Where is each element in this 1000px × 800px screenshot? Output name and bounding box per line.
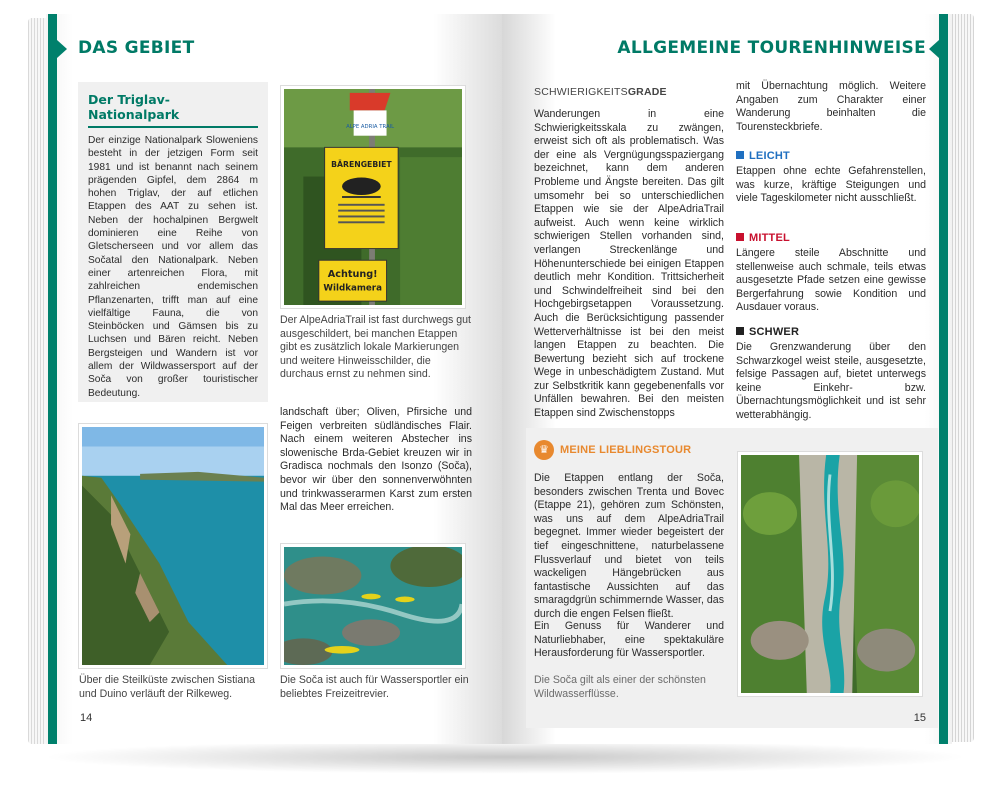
info-box-title: Der Triglav-Nationalpark	[88, 92, 258, 128]
bear-sign-photo	[281, 86, 465, 308]
right-page	[502, 14, 952, 744]
sign-bottom-line1: Achtung!	[327, 268, 378, 280]
level-easy-label	[736, 150, 926, 162]
favorite-tour-label: MEINE LIEBLINGSTOUR	[560, 444, 692, 456]
level-medium	[736, 232, 926, 315]
left-page-number: 14	[80, 712, 93, 724]
header-arrow-right	[929, 40, 939, 58]
level-hard-label-text: SCHWER	[749, 326, 800, 338]
left-body-text: landschaft über; Oliven, Pfirsiche und Feigen verbreiten südländisches Flair. Nach einem weiteren Abstecher ins slowenische Brda-Gebiet kreuzen wir in Gradisca nochmals den Isonzo (Soča), bevor wir über den sonnenverwöhnten und trinkwasserarmen Karst zum ersten Mal das Meer erreichen.	[280, 406, 472, 514]
level-hard	[736, 326, 926, 423]
difficulty-heading-light: SCHWIERIGKEITS	[534, 86, 628, 98]
left-green-stripe	[48, 14, 57, 744]
easy-marker-icon	[736, 151, 744, 159]
right-page-header: ALLGEMEINE TOURENHINWEISE	[617, 38, 926, 58]
book-shadow	[40, 740, 970, 774]
difficulty-heading	[534, 86, 667, 98]
level-hard-label	[736, 326, 926, 338]
coast-photo-caption: Über die Steilküste zwischen Sistiana und Duino verläuft der Rilkeweg.	[79, 674, 256, 700]
medium-marker-icon	[736, 233, 744, 241]
favorite-tour-text: Die Etappen entlang der Soča, besonders zwischen Trenta und Bovec (Etappe 21), gehören zum Schönsten, was uns auf dem AlpeAdriaTrail begegnet. Immer wieder begeistert der tief eingeschnittene, naturbelassene Flussverlauf und bietet von teils wackeligen Hängebrücken aus fantastische Aussichten auf das smaragdgrün schimmernde Wasser, das durch die engen Felsen fließt.	[534, 472, 724, 620]
sign-warning-text: BÄRENGEBIET	[331, 159, 392, 169]
kayak-photo	[281, 544, 465, 668]
difficulty-heading-bold: GRADE	[627, 86, 667, 98]
coast-photo	[79, 424, 267, 668]
triglav-info-box	[78, 82, 268, 402]
sign-bottom-line2: Wildkamera	[323, 283, 382, 294]
right-page-edges	[950, 14, 974, 742]
col2-intro-text: mit Übernachtung möglich. Weitere Angaben zum Charakter einer Wanderung beinhalten die Tourensteckbriefe.	[736, 80, 926, 133]
sign-photo-caption: Der AlpeAdriaTrail ist fast durchwegs gut ausgeschildert, bei manchen Etappen gibt es zusätzlich lokale Markierungen und weitere Hinweisschilder, die durchaus ernst zu nehmen sind.	[280, 314, 471, 381]
left-page-header: DAS GEBIET	[78, 38, 195, 58]
level-medium-label-text: MITTEL	[749, 232, 790, 244]
sign-top-label: ALPE ADRIA TRAIL	[346, 123, 395, 130]
gorge-photo-caption: Die Soča gilt als einer der schönsten Wildwasserflüsse.	[534, 674, 706, 700]
level-easy-label-text: LEICHT	[749, 150, 790, 162]
crown-icon: ♛	[534, 440, 554, 460]
left-page	[46, 14, 502, 744]
soca-gorge-photo	[738, 452, 922, 696]
difficulty-text: Wanderungen in eine Schwierigkeitsskala zu zwängen, erweist sich oft als problematisch. Was der eine als Vergnügungsspaziergang bezeichnet, kann dem anderen Probleme und Ängste bereiten. Das gilt umsomehr bei so unterschiedlichen Etappen wie sie der AlpeAdriaTrail aufweist. Auch wenn keine wirklich schwierigen Stellen vorhanden sind, verlangen Streckenlänge und Höhenunterschiede bei einigen Etappen deutlich mehr Kondition. Trittsicherheit und Schwindelfreiheit sind bei den Hochgebirgsetappen Voraussetzung. Auch die Berücksichtigung passender Wetterverhältnisse ist bei den meist langen Etappen zu beachten. Die Bewertung bezieht sich auf trockene Wege in unbeschädigtem Zustand. Mut zur Selbstkritik kann gegebenenfalls vor Unfällen bewahren. Bei den meisten Etappen sind Zwischenstopps	[534, 108, 724, 420]
kayak-photo-caption: Die Soča ist auch für Wassersportler ein beliebtes Freizeitrevier.	[280, 674, 469, 700]
right-green-stripe	[939, 14, 948, 744]
favorite-tour-heading	[534, 440, 691, 460]
level-hard-text: Die Grenzwanderung über den Schwarzkogel weist steile, ausgesetzte, felsige Passagen auf, bietet unterwegs keine Einkehr- bzw. Übernachtungsmöglichkeit und ist sehr wetterabhängig.	[736, 341, 926, 421]
level-medium-label	[736, 232, 926, 244]
header-arrow-left	[57, 40, 67, 58]
hard-marker-icon	[736, 327, 744, 335]
level-easy-text: Etappen ohne echte Gefahrenstellen, was kurze, kräftige Steigungen und viele Tageskilometer nicht ausschließt.	[736, 165, 926, 205]
level-easy	[736, 150, 926, 206]
favorite-tour-text-2: Ein Genuss für Wanderer und Naturliebhaber, eine spektakuläre Herausforderung für Wassersportler.	[534, 620, 724, 660]
level-medium-text: Längere steile Abschnitte und stellenweise auch schmale, teils etwas ausgesetzte Pfade setzen eine gewisse Bergerfahrung sowie Kondition und Ausdauer voraus.	[736, 247, 926, 314]
right-page-number: 15	[913, 712, 926, 724]
info-box-text: Der einzige Nationalpark Sloweniens besteht in der jetzigen Form seit 1981 und ist benannt nach seinem prägenden Gipfel, dem 2864 m hohen Triglav, der auf etlichen Etappen des AAT zu sehen ist. Neben der hochalpinen Bergwelt dominieren eine Reihe von Gletscherseen und vor allem das Sočatal den Nationalpark. Neben einer artenreichen Flora, mit zahlreichen endemischen Pflanzenarten, trifft man auf eine vielfältige Fauna, die von Steinböcken und Gämsen bis zu Luchsen und Bären reicht. Neben Bergsteigen und Wandern ist vor allem der Wildwassersport auf der Soča von großer touristischer Bedeutung.	[88, 135, 258, 399]
